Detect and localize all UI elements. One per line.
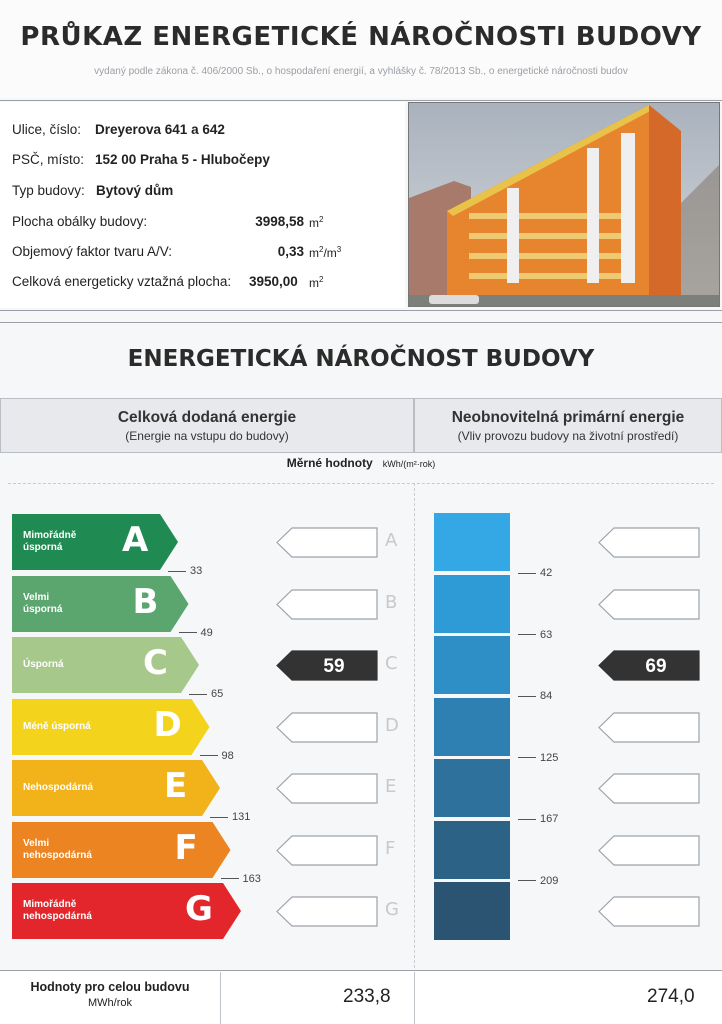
delivered-slot-e [276, 773, 378, 804]
section-title: ENERGETICKÁ NÁROČNOST BUDOVY [127, 346, 595, 372]
building-type-value: Bytový dům [96, 183, 174, 198]
primary-band-g [434, 882, 510, 940]
specific-values-label: Měrné hodnoty kWh/(m²·rok) [286, 456, 436, 470]
primary-slot-a [598, 527, 700, 558]
envelope-area-label: Plocha obálky budovy: [12, 214, 148, 229]
class-band-e [12, 760, 220, 816]
delivered-slot-letter-a: A [385, 530, 398, 551]
class-label-e: Nehospodárná [23, 782, 94, 793]
totals-separator [220, 972, 221, 1024]
delivered-boundary-value: 33 [168, 565, 202, 577]
class-band-g [12, 883, 241, 939]
building-photo [408, 102, 720, 307]
totals-label-block [0, 980, 220, 1009]
certificate-subtitle: vydaný podle zákona č. 406/2000 Sb., o hospodaření energií, a vyhlášky č. 78/2013 Sb., o energetické náročnosti budov [94, 66, 628, 77]
delivered-slot-letter-d: D [385, 714, 399, 736]
primary-slot-b [598, 589, 700, 620]
building-info-panel [0, 102, 405, 308]
primary-slot-f [598, 835, 700, 866]
class-band-d [12, 699, 210, 755]
reference-area-label: Celková energeticky vztažná plocha: [12, 274, 232, 289]
street-value: Dreyerova 641 a 642 [95, 122, 225, 137]
building-illustration [409, 103, 720, 307]
primary-band-c [434, 636, 510, 694]
primary-band-b [434, 575, 510, 633]
primary-energy-subtitle: (Vliv provozu budovy na životní prostředí) [457, 429, 679, 443]
class-band-b [12, 576, 189, 632]
certificate-title: PRŮKAZ ENERGETICKÉ NÁROČNOSTI BUDOVY [20, 22, 702, 52]
primary-rating-value: 69 [645, 656, 667, 677]
shape-factor-label: Objemový faktor tvaru A/V: [12, 244, 173, 259]
primary-boundary-value: 42 [518, 567, 552, 579]
zip-label: PSČ, místo: [12, 152, 85, 167]
street-label: Ulice, číslo: [12, 122, 82, 137]
totals-separator [414, 972, 415, 1024]
class-label-d: Méně úsporná [23, 720, 91, 732]
primary-band-f [434, 821, 510, 879]
divider [0, 100, 722, 101]
shape-factor-value: 0,33 [277, 244, 304, 259]
column-separator [414, 483, 415, 968]
primary-band-a [434, 513, 510, 571]
class-letter-d: D [153, 704, 182, 745]
delivered-energy-header [0, 398, 414, 453]
primary-rating-marker [598, 650, 700, 681]
delivered-rating-marker [276, 650, 378, 681]
totals-unit: MWh/rok [88, 997, 132, 1009]
delivered-boundary-value: 65 [189, 688, 223, 700]
primary-slot-d [598, 712, 700, 743]
delivered-slot-letter-b: B [385, 591, 398, 613]
delivered-energy-subtitle: (Energie na vstupu do budovy) [125, 429, 289, 443]
divider [0, 310, 722, 311]
reference-area-unit: $m^2$ [309, 275, 324, 290]
delivered-slot-letter-e: E [385, 776, 397, 797]
class-label-f: Velmi nehospodárná [23, 837, 92, 861]
class-letter-b: B [132, 581, 159, 622]
class-letter-f: F [174, 827, 198, 868]
class-label-b: Velmi úsporná [23, 591, 63, 615]
delivered-boundary-value: 49 [179, 627, 213, 639]
class-label-a: Mimořádně úsporná [23, 530, 77, 553]
primary-band-d [434, 698, 510, 756]
delivered-slot-letter-f: F [385, 837, 396, 859]
delivered-slot-a [276, 527, 378, 558]
primary-energy-title: Neobnovitelná primární energie [451, 409, 685, 426]
class-letter-g: G [185, 889, 213, 929]
primary-boundary-value: 167 [518, 813, 558, 825]
shape-factor-unit: $m^2/m^3$ [309, 245, 342, 260]
primary-energy-header [414, 398, 722, 453]
primary-boundary-value: 84 [518, 690, 552, 702]
zip-value: 152 00 Praha 5 - Hlubočepy [95, 152, 270, 167]
primary-slot-g [598, 896, 700, 927]
totals-label: Hodnoty pro celou budovu [30, 980, 190, 994]
primary-boundary-value: 125 [518, 752, 558, 764]
delivered-rating-value: 59 [323, 656, 345, 677]
reference-area-value: 3950,00 [249, 274, 298, 289]
class-letter-a: A [122, 520, 149, 560]
delivered-slot-d [276, 712, 378, 743]
class-letter-c: C [143, 643, 168, 683]
delivered-total-value: 233,8 [343, 986, 391, 1007]
certificate-header [0, 0, 722, 98]
class-letter-e: E [164, 766, 188, 806]
delivered-boundary-value: 131 [210, 811, 250, 823]
delivered-energy-title: Celková dodaná energie [117, 409, 297, 426]
envelope-area-unit: $m^2$ [309, 215, 324, 230]
class-label-c: Úsporná [23, 659, 64, 670]
primary-boundary-value: 209 [518, 875, 558, 887]
class-band-f [12, 822, 231, 878]
delivered-slot-letter-g: G [385, 899, 399, 920]
delivered-boundary-value: 98 [200, 750, 234, 762]
dashed-separator [8, 483, 714, 484]
class-band-c [12, 637, 199, 693]
primary-boundary-value: 63 [518, 629, 552, 641]
delivered-slot-letter-c: C [385, 653, 398, 674]
delivered-slot-g [276, 896, 378, 927]
class-label-g: Mimořádně nehospodárná [23, 899, 92, 922]
primary-band-e [434, 759, 510, 817]
envelope-area-value: 3998,58 [255, 214, 304, 229]
building-type-label: Typ budovy: [12, 183, 85, 198]
divider [0, 322, 722, 323]
class-band-a [12, 514, 178, 570]
delivered-boundary-value: 163 [221, 873, 261, 885]
primary-total-value: 274,0 [647, 986, 695, 1007]
delivered-slot-b [276, 589, 378, 620]
primary-slot-e [598, 773, 700, 804]
delivered-slot-f [276, 835, 378, 866]
